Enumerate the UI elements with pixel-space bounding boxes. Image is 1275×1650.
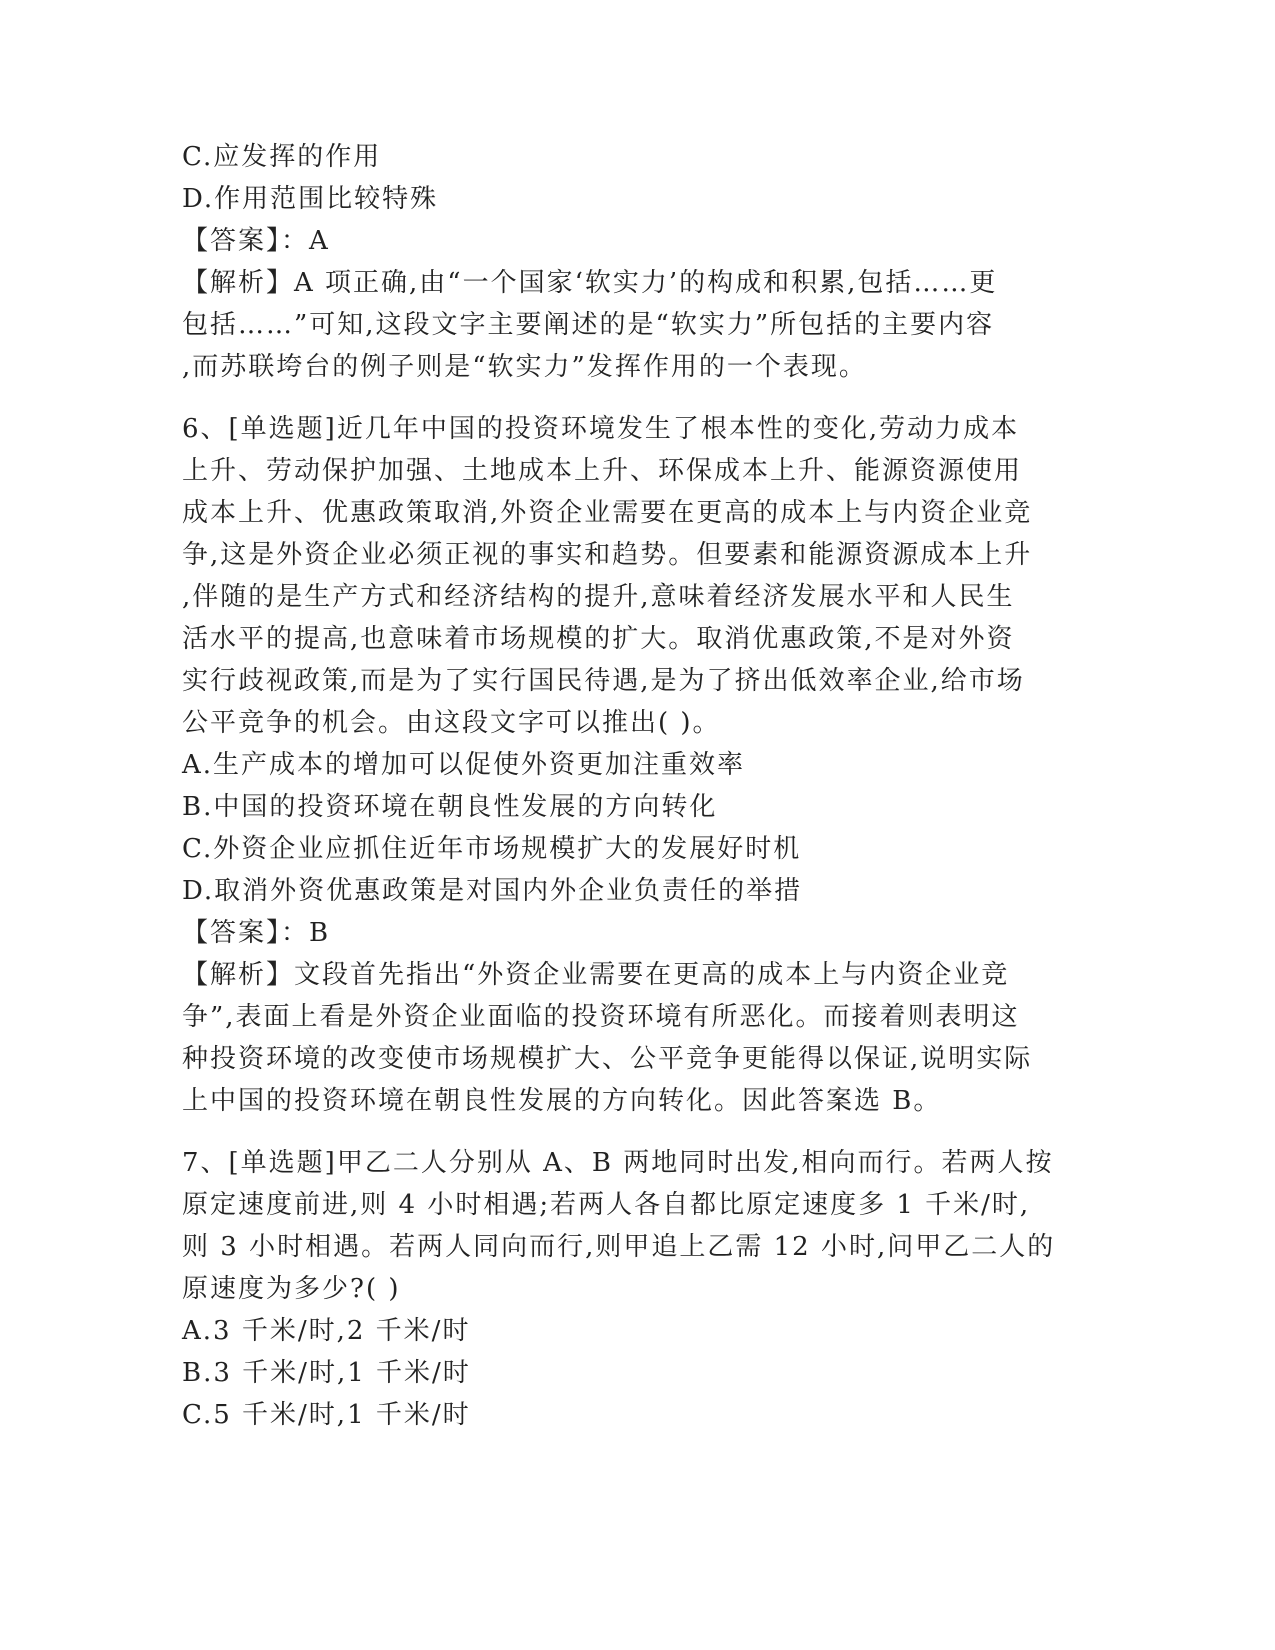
option-c: C.应发挥的作用 <box>182 142 382 172</box>
question-stem-line: 活水平的提高,也意味着市场规模的扩大。取消优惠政策,不是对外资 <box>182 624 1015 654</box>
question-stem-line: 原速度为多少?( ) <box>182 1274 401 1304</box>
option-d: D.取消外资优惠政策是对国内外企业负责任的举措 <box>182 876 803 906</box>
question-stem-line: 上升、劳动保护加强、土地成本上升、环保成本上升、能源资源使用 <box>182 456 1023 486</box>
option-c: C.5 千米/时,1 千米/时 <box>182 1400 471 1430</box>
analysis-line: 【解析】A 项正确,由“一个国家‘软实力’的构成和积累,包括……更 <box>182 268 998 298</box>
option-d: D.作用范围比较特殊 <box>182 184 439 214</box>
question-6 <box>182 408 1082 1122</box>
analysis-line: 包括……”可知,这段文字主要阐述的是“软实力”所包括的主要内容 <box>182 310 995 340</box>
answer: 【答案】：A <box>182 226 330 256</box>
question-stem-line: 7、[单选题]甲乙二人分别从 A、B 两地同时出发,相向而行。若两人按 <box>182 1148 1054 1178</box>
analysis-line: 【解析】文段首先指出“外资企业需要在更高的成本上与内资企业竞 <box>182 960 1010 990</box>
question-stem-line: 则 3 小时相遇。若两人同向而行,则甲追上乙需 12 小时,问甲乙二人的 <box>182 1232 1056 1262</box>
question-7 <box>182 1142 1082 1436</box>
option-a: A.3 千米/时,2 千米/时 <box>182 1316 471 1346</box>
spacer <box>182 388 1082 408</box>
question-5-tail <box>182 136 1082 388</box>
question-stem-line: 原定速度前进,则 4 小时相遇;若两人各自都比原定速度多 1 千米/时, <box>182 1190 1031 1220</box>
question-stem-line: 公平竞争的机会。由这段文字可以推出( )。 <box>182 708 721 738</box>
question-stem-line: 成本上升、优惠政策取消,外资企业需要在更高的成本上与内资企业竞 <box>182 498 1033 528</box>
analysis-line: ,而苏联垮台的例子则是“软实力”发挥作用的一个表现。 <box>182 352 867 382</box>
question-stem-line: 实行歧视政策,而是为了实行国民待遇,是为了挤出低效率企业,给市场 <box>182 666 1025 696</box>
document-page <box>182 136 1082 1436</box>
option-b: B.中国的投资环境在朝良性发展的方向转化 <box>182 792 718 822</box>
question-stem-line: 6、[单选题]近几年中国的投资环境发生了根本性的变化,劳动力成本 <box>182 414 1020 444</box>
analysis-line: 种投资环境的改变使市场规模扩大、公平竞争更能得以保证,说明实际 <box>182 1044 1033 1074</box>
analysis-line: 上中国的投资环境在朝良性发展的方向转化。因此答案选 B。 <box>182 1086 942 1116</box>
answer: 【答案】：B <box>182 918 331 948</box>
option-b: B.3 千米/时,1 千米/时 <box>182 1358 471 1388</box>
spacer <box>182 1122 1082 1142</box>
analysis-line: 争”,表面上看是外资企业面临的投资环境有所恶化。而接着则表明这 <box>182 1002 1020 1032</box>
question-stem-line: ,伴随的是生产方式和经济结构的提升,意味着经济发展水平和人民生 <box>182 582 1015 612</box>
option-a: A.生产成本的增加可以促使外资更加注重效率 <box>182 750 746 780</box>
question-stem-line: 争,这是外资企业必须正视的事实和趋势。但要素和能源资源成本上升 <box>182 540 1033 570</box>
option-c: C.外资企业应抓住近年市场规模扩大的发展好时机 <box>182 834 802 864</box>
